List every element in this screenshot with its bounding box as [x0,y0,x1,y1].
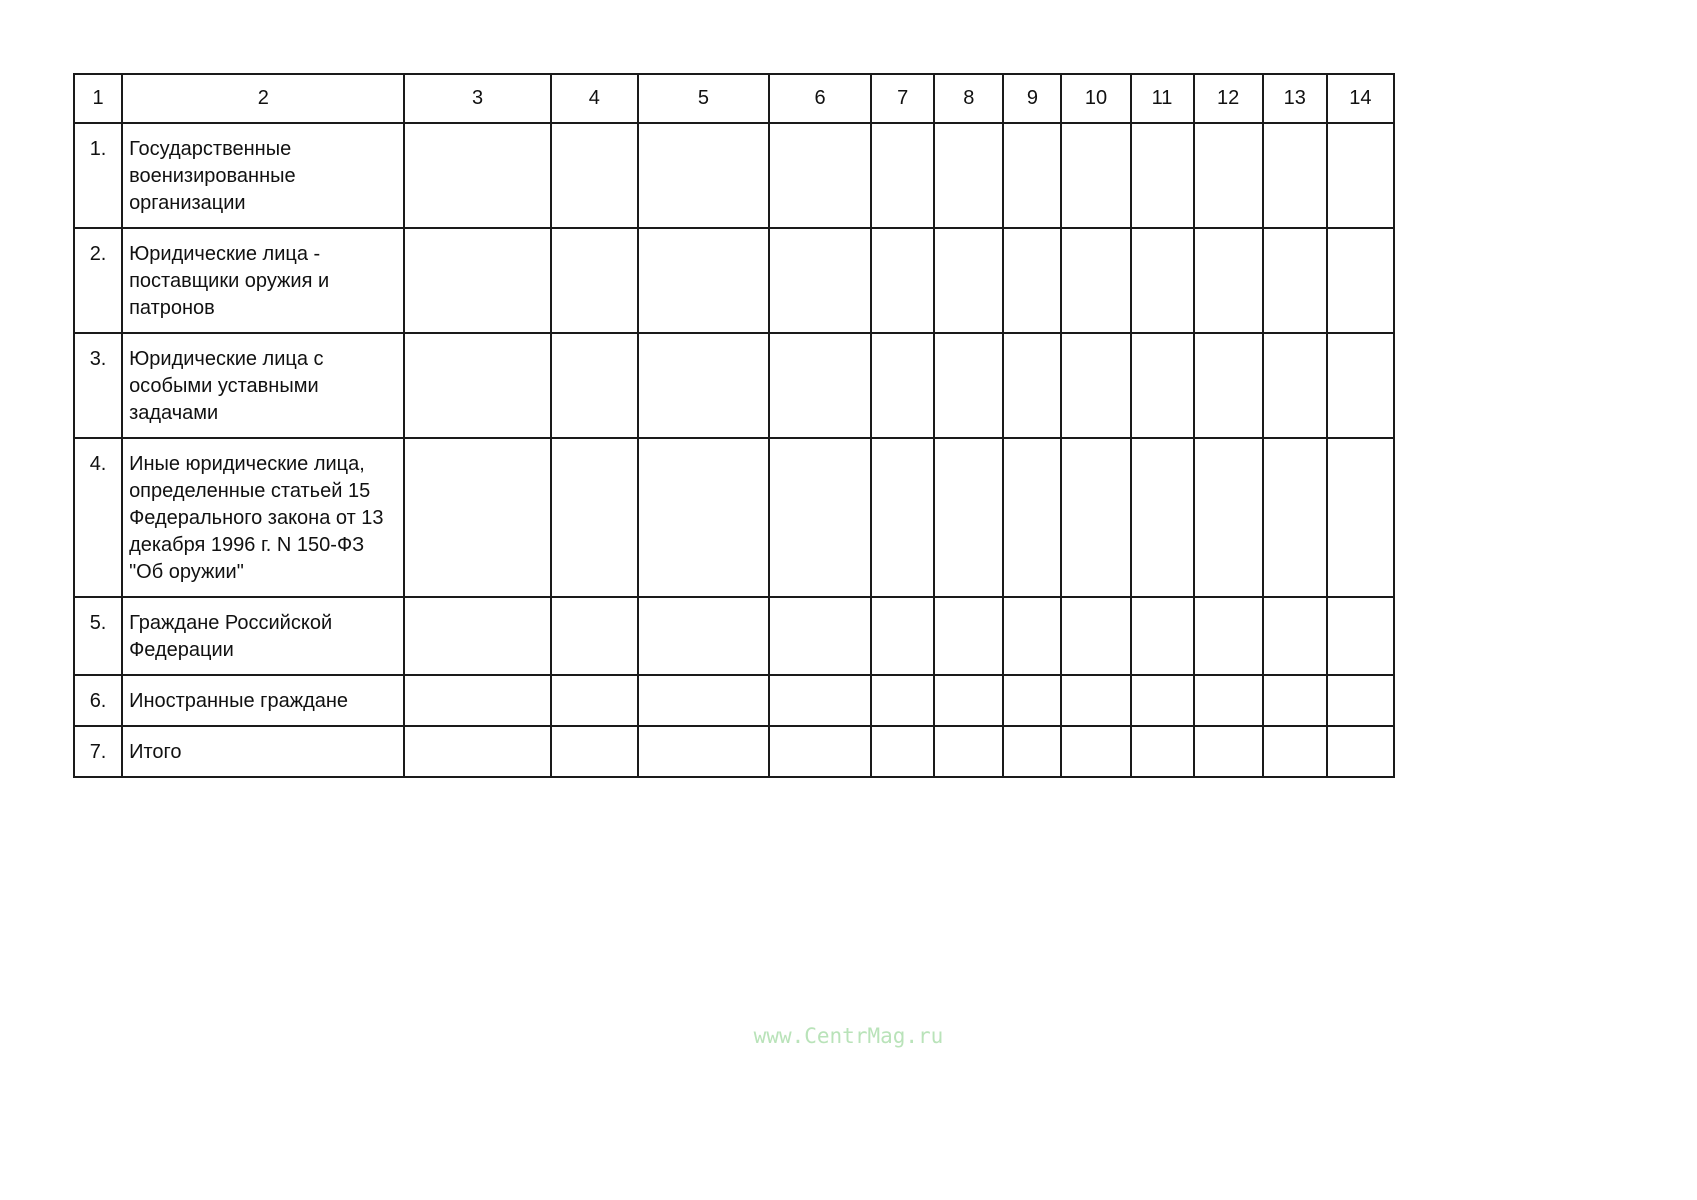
data-cell [934,123,1003,228]
table-row [74,597,1394,675]
row-label [122,726,404,777]
data-cell [1003,597,1061,675]
data-cell [638,228,769,333]
data-cell [769,123,871,228]
data-cell [769,333,871,438]
data-cell [551,123,638,228]
data-cell [1263,123,1327,228]
data-cell [551,228,638,333]
data-cell [404,333,550,438]
data-cell [404,726,550,777]
data-cell [769,438,871,597]
row-label [122,597,404,675]
table-row [74,726,1394,777]
data-cell [1194,123,1263,228]
data-cell [1061,726,1130,777]
data-cell [1131,675,1194,726]
row-number: 1. [74,123,122,228]
header-cell-4: 4 [551,74,638,123]
data-cell [1061,228,1130,333]
data-cell [934,726,1003,777]
data-cell [934,228,1003,333]
data-cell [1003,438,1061,597]
header-cell-10: 10 [1061,74,1130,123]
header-cell-13: 13 [1263,74,1327,123]
header-cell-11: 11 [1131,74,1194,123]
data-cell [1327,726,1394,777]
data-cell [1003,675,1061,726]
data-cell [1327,228,1394,333]
data-cell [1194,597,1263,675]
data-cell [638,123,769,228]
data-cell [1327,123,1394,228]
table-row [74,123,1394,228]
data-cell [1194,675,1263,726]
data-cell [1263,726,1327,777]
header-cell-14: 14 [1327,74,1394,123]
row-number: 5. [74,597,122,675]
data-cell [1327,597,1394,675]
data-cell [1263,333,1327,438]
data-cell [871,675,934,726]
row-label [122,438,404,597]
row-label [122,123,404,228]
data-cell [934,438,1003,597]
table-row [74,675,1394,726]
data-cell [1061,123,1130,228]
data-cell [934,675,1003,726]
data-cell [1131,333,1194,438]
data-cell [551,333,638,438]
data-cell [1131,726,1194,777]
data-cell [638,675,769,726]
data-cell [871,597,934,675]
data-cell [1003,123,1061,228]
data-cell [638,726,769,777]
data-cell [1194,228,1263,333]
data-cell [404,438,550,597]
table-row [74,438,1394,597]
data-cell [551,438,638,597]
header-cell-6: 6 [769,74,871,123]
data-cell [769,675,871,726]
data-cell [1263,228,1327,333]
row-label-text: Итого [129,741,182,763]
header-cell-9: 9 [1003,74,1061,123]
data-cell [1194,438,1263,597]
header-cell-3: 3 [404,74,550,123]
row-number: 2. [74,228,122,333]
data-cell [1263,438,1327,597]
data-cell [1061,597,1130,675]
row-label [122,675,404,726]
data-cell [871,333,934,438]
data-cell [769,597,871,675]
row-label [122,228,404,333]
data-cell [638,438,769,597]
data-cell [934,597,1003,675]
data-cell [871,228,934,333]
row-label-text: Иные юридические лица, определенные статьей 15 Федерального закона от 13 декабря 1996 г. N 150-ФЗ "Об оружии" [129,453,384,583]
data-cell [638,333,769,438]
data-cell [1263,675,1327,726]
header-cell-12: 12 [1194,74,1263,123]
data-cell [1327,675,1394,726]
data-cell [1327,438,1394,597]
data-cell [1061,333,1130,438]
data-cell [1194,333,1263,438]
row-number: 7. [74,726,122,777]
data-cell [1131,597,1194,675]
data-cell [638,597,769,675]
data-cell [934,333,1003,438]
data-cell [1327,333,1394,438]
data-cell [404,228,550,333]
data-cell [404,123,550,228]
data-cell [1003,228,1061,333]
row-label-text: Юридические лица - поставщики оружия и патронов [129,243,330,319]
data-cell [769,726,871,777]
header-cell-5: 5 [638,74,769,123]
row-number: 4. [74,438,122,597]
data-cell [551,726,638,777]
data-cell [1263,597,1327,675]
header-cell-2: 2 [122,74,404,123]
row-label-text: Государственные военизированные организации [129,138,296,214]
data-cell [871,438,934,597]
data-cell [1061,675,1130,726]
header-cell-7: 7 [871,74,934,123]
header-cell-1: 1 [74,74,122,123]
data-cell [1131,123,1194,228]
data-cell [404,675,550,726]
data-cell [1131,228,1194,333]
data-cell [551,597,638,675]
report-table [73,73,1395,778]
data-cell [551,675,638,726]
data-cell [871,123,934,228]
data-cell [1061,438,1130,597]
header-row [74,74,1394,123]
data-cell [1003,726,1061,777]
table-row [74,228,1394,333]
row-label [122,333,404,438]
table-row [74,333,1394,438]
data-cell [871,726,934,777]
data-cell [769,228,871,333]
watermark: www.CentrMag.ru [753,1024,944,1048]
data-cell [1003,333,1061,438]
row-label-text: Граждане Российской Федерации [129,612,333,661]
row-label-text: Иностранные граждане [129,690,349,712]
data-cell [404,597,550,675]
row-number: 3. [74,333,122,438]
header-cell-8: 8 [934,74,1003,123]
row-label-text: Юридические лица с особыми уставными задачами [129,348,324,424]
data-cell [1194,726,1263,777]
data-cell [1131,438,1194,597]
row-number: 6. [74,675,122,726]
